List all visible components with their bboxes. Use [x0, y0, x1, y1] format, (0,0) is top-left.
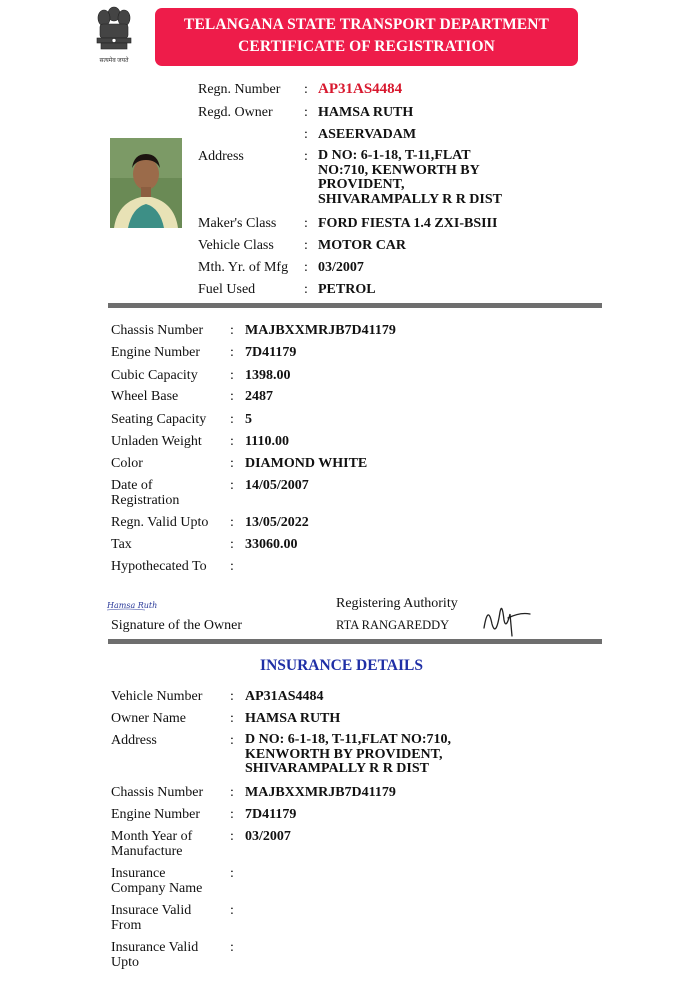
makers-class-label: Maker's Class	[198, 216, 277, 231]
section-divider	[108, 639, 602, 644]
engine-value: 7D41179	[245, 345, 297, 360]
address-value: D NO: 6-1-18, T-11,FLAT NO:710, KENWORTH BY PROVIDENT, SHIVARAMPALLY R R DIST	[318, 148, 502, 207]
hypothecated-label: Hypothecated To	[111, 559, 207, 574]
ins-vehicle-number-label: Vehicle Number	[111, 689, 203, 704]
vehicle-class-label: Vehicle Class	[198, 238, 274, 253]
owner-photo	[110, 138, 182, 228]
regd-owner-value: HAMSA RUTH	[318, 105, 414, 120]
date-of-registration-value: 14/05/2007	[245, 478, 309, 493]
ins-valid-upto-label: Insurance Valid Upto	[111, 940, 199, 970]
ins-address-value: D NO: 6-1-18, T-11,FLAT NO:710, KENWORTH BY PROVIDENT, SHIVARAMPALLY R R DIST	[245, 732, 451, 776]
certificate-header	[155, 8, 578, 66]
address-label: Address	[198, 149, 244, 164]
valid-upto-label: Regn. Valid Upto	[111, 515, 209, 530]
section-divider	[108, 303, 602, 308]
vehicle-class-value: MOTOR CAR	[318, 238, 407, 253]
color-value: DIAMOND WHITE	[245, 456, 368, 471]
insurance-title: INSURANCE DETAILS	[260, 657, 423, 674]
svg-text:Hamsa Ruth: Hamsa Ruth	[107, 601, 158, 610]
wheel-label: Wheel Base	[111, 389, 179, 404]
fuel-label: Fuel Used	[198, 282, 256, 297]
colon: :	[304, 82, 308, 97]
header-certificate-title: CERTIFICATE OF REGISTRATION	[238, 38, 495, 55]
ins-mfg-value: 03/2007	[245, 829, 291, 844]
ins-address-label: Address	[111, 733, 157, 748]
ins-chassis-label: Chassis Number	[111, 785, 204, 800]
regd-owner-label: Regd. Owner	[198, 105, 273, 120]
authority-signature-image	[478, 598, 534, 638]
authority-name: RTA RANGAREDDY	[336, 618, 450, 632]
ins-vehicle-number-value: AP31AS4484	[245, 689, 324, 704]
tax-value: 33060.00	[245, 537, 298, 552]
tax-label: Tax	[111, 537, 132, 552]
chassis-value: MAJBXXMRJB7D41179	[245, 323, 396, 338]
seating-value: 5	[245, 412, 252, 427]
owner-signature-image	[105, 596, 165, 614]
unladen-label: Unladen Weight	[111, 434, 202, 449]
cubic-label: Cubic Capacity	[111, 368, 198, 383]
mfg-value: 03/2007	[318, 260, 364, 275]
ins-mfg-label: Month Year of Manufacture	[111, 829, 193, 859]
chassis-label: Chassis Number	[111, 323, 204, 338]
regn-number-label: Regn. Number	[198, 82, 281, 97]
mfg-label: Mth. Yr. of Mfg	[198, 260, 289, 275]
regn-number-value: AP31AS4484	[318, 81, 403, 97]
seating-label: Seating Capacity	[111, 412, 207, 427]
valid-upto-value: 13/05/2022	[245, 515, 309, 530]
owner-signature-label: Signature of the Owner	[111, 618, 243, 633]
engine-label: Engine Number	[111, 345, 201, 360]
ins-engine-value: 7D41179	[245, 807, 297, 822]
unladen-value: 1110.00	[245, 434, 289, 449]
date-of-registration-label: Date of Registration	[111, 478, 180, 508]
color-label: Color	[111, 456, 143, 471]
wheel-value: 2487	[245, 389, 273, 404]
emblem-caption: सत्यमेव जयते	[99, 58, 129, 64]
ins-engine-label: Engine Number	[111, 807, 201, 822]
fuel-value: PETROL	[318, 282, 376, 297]
registering-authority-label: Registering Authority	[336, 596, 458, 611]
header-department: TELANGANA STATE TRANSPORT DEPARTMENT	[184, 16, 549, 33]
ins-valid-from-label: Insurace Valid From	[111, 903, 192, 933]
ins-chassis-value: MAJBXXMRJB7D41179	[245, 785, 396, 800]
ins-owner-name-value: HAMSA RUTH	[245, 711, 341, 726]
cubic-value: 1398.00	[245, 368, 291, 383]
owner-line2-value: ASEERVADAM	[318, 127, 417, 142]
ins-company-label: Insurance Company Name	[111, 866, 203, 896]
ins-owner-name-label: Owner Name	[111, 711, 187, 726]
makers-class-value: FORD FIESTA 1.4 ZXI-BSIII	[318, 216, 498, 231]
